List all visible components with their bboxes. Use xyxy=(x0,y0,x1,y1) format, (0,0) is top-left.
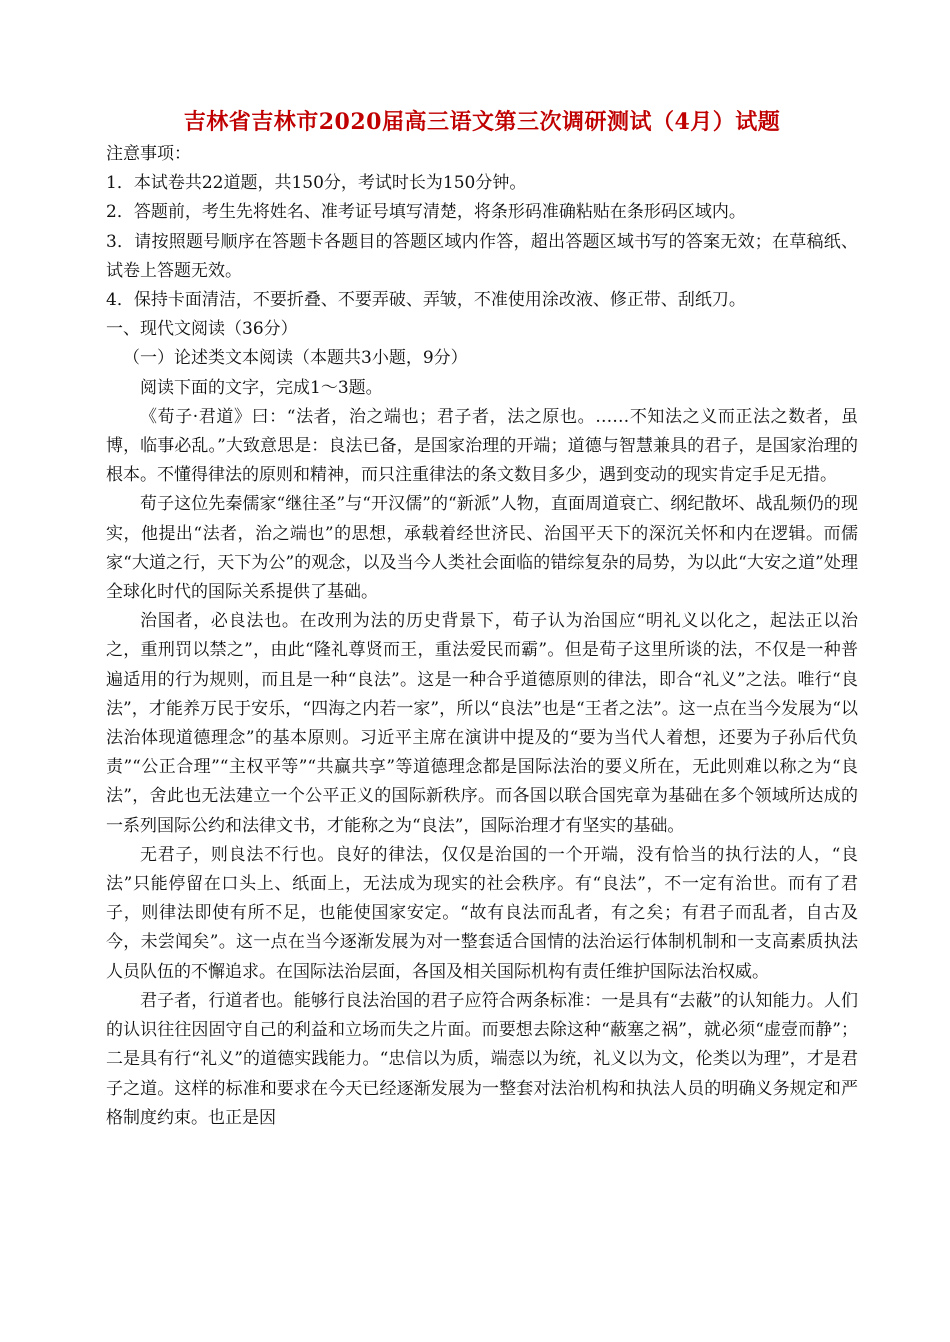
notice-item-2: 2．答题前，考生先将姓名、准考证号填写清楚，将条形码准确粘贴在条形码区域内。 xyxy=(106,202,746,223)
notice-item-4: 4．保持卡面清洁，不要折叠、不要弄破、弄皱，不准使用涂改液、修正带、刮纸刀。 xyxy=(106,290,746,311)
passage-paragraph-2: 荀子这位先秦儒家“继往圣”与“开汉儒”的“新派”人物，直面周道衰亡、纲纪散坏、战乱频仍的现实，他提出“法者，治之端也”的思想，承载着经世济民、治国平天下的深沉关怀和内在逻辑。而儒家“大道之行，天下为公”的观念，以及当今人类社会面临的错综复杂的局势，为以此“大安之道”处理全球化时代的国际关系提供了基础。 xyxy=(106,494,858,603)
notice-heading: 注意事项： xyxy=(106,144,191,164)
passage-paragraph-3: 治国者，必良法也。在改刑为法的历史背景下，荀子认为治国应“明礼义以化之，起法正以治之，重刑罚以禁之”，由此“隆礼尊贤而王，重法爱民而霸”。但是荀子这里所谈的法，不仅是一种普遍适用的行为规则，而且是一种“良法”。这是一种合乎道德原则的律法，即合“礼义”之法。唯行“良法”，才能养万民于安乐，“四海之内若一家”，所以“良法”也是“王者之法”。这一点在当今发展为“以法治体现道德理念”的基本原则。习近平主席在演讲中提及的“要为当代人着想，还要为子孙后代负责”“公正合理”“主权平等”“共赢共享”等道德理念都是国际法治的要义所在，无此则难以称之为“良法”，舍此也无法建立一个公平正义的国际新秩序。而各国以联合国宪章为基础在多个领域所达成的一系列国际公约和法律文书，才能称之为“良法”，国际治理才有坚实的基础。 xyxy=(106,611,858,836)
document-title: 吉林省吉林市2020届高三语文第三次调研测试（4月）试题 xyxy=(183,109,781,135)
passage-paragraph-5: 君子者，行道者也。能够行良法治国的君子应符合两条标准：一是具有“去蔽”的认知能力。人们的认识往往因固守自己的利益和立场而失之片面。而要想去除这种“蔽塞之祸”，就必须“虚壹而静”；二是具有行“礼义”的道德实践能力。“忠信以为质，端悫以为统，礼义以为文，伦类以为理”，才是君子之道。这样的标准和要求在今天已经逐渐发展为一整套对法治机构和执法人员的明确义务规定和严格制度约束。也正是因 xyxy=(106,990,858,1128)
passage-paragraph-4: 无君子，则良法不行也。良好的律法，仅仅是治国的一个开端，没有恰当的执行法的人，“良法”只能停留在口头上、纸面上，无法成为现实的社会秩序。有“良法”，不一定有治世。而有了君子，则律法即使有所不足，也能使国家安定。“故有良法而乱者，有之矣；有君子而乱者，自古及今，未尝闻矣”。这一点在当今逐渐发展为对一整套适合国情的法治运行体制机制和一支高素质执法人员队伍的不懈追求。在国际法治层面，各国及相关国际机构有责任维护国际法治权威。 xyxy=(106,844,858,982)
document-page xyxy=(106,102,858,1133)
section-heading: 一、现代文阅读（36分） xyxy=(106,319,298,340)
passage-paragraph-1: 《荀子·君道》曰：“法者，治之端也；君子者，法之原也。……不知法之义而正法之数者，虽博，临事必乱。”大致意思是：良法已备，是国家治理的开端；道德与智慧兼具的君子，是国家治理的根本。不懂得律法的原则和精神，而只注重律法的条文数目多少，遇到变动的现实肯定手足无措。 xyxy=(106,406,858,486)
notice-item-1: 1．本试卷共22道题，共150分，考试时长为150分钟。 xyxy=(106,173,527,194)
notice-item-3: 3．请按照题号顺序在答题卡各题目的答题区域内作答，超出答题区域书写的答案无效；在草稿纸、试卷上答题无效。 xyxy=(106,231,858,281)
reading-instruction: 阅读下面的文字，完成1～3题。 xyxy=(140,377,383,398)
subsection-heading: （一）论述类文本阅读（本题共3小题，9分） xyxy=(123,348,468,369)
